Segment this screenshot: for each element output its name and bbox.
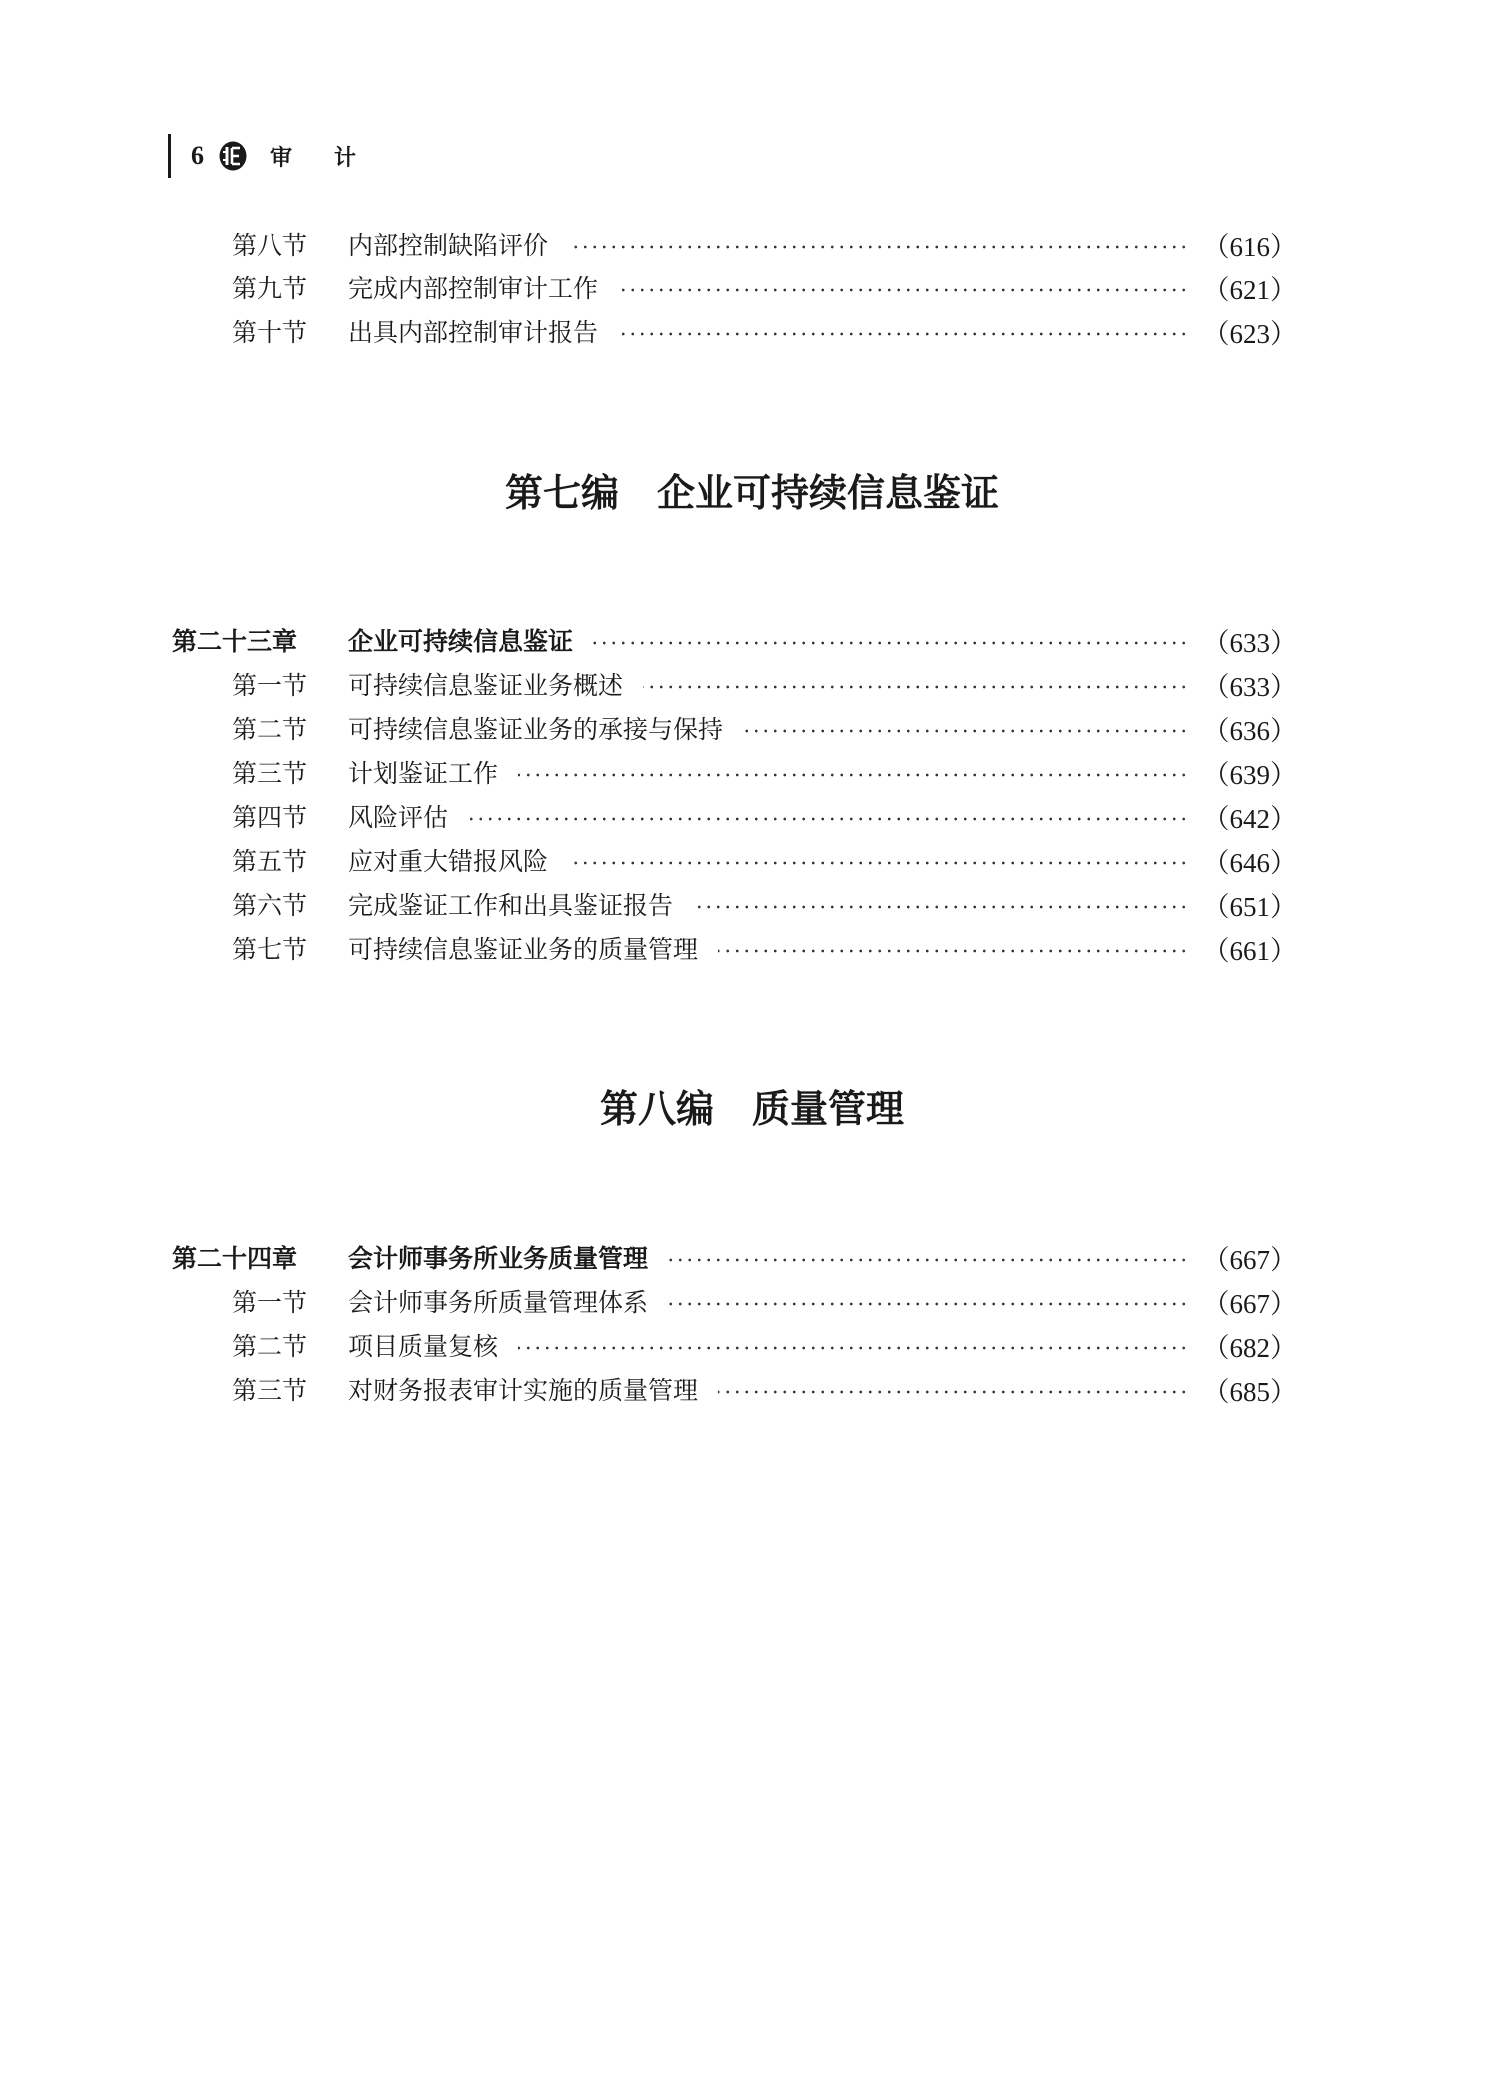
running-header [168,134,398,178]
section-label: 第五节 [232,847,308,876]
section-title: 计划鉴证工作 [348,759,499,788]
section-title: 完成内部控制审计工作 [348,274,599,303]
part-title: 企业可持续信息鉴证 [657,470,1000,515]
section-title: 可持续信息鉴证业务的承接与保持 [348,715,724,744]
chapter-label: 第二十四章 [172,1244,298,1273]
section-title: 应对重大错报风险 [348,847,549,876]
toc-entry[interactable] [232,311,1297,351]
part-title: 质量管理 [752,1086,905,1131]
page-ref: （639） [1202,759,1297,790]
toc-entry[interactable] [232,840,1297,880]
dot-leader [743,729,1188,733]
section-label: 第二节 [232,1332,308,1361]
section-title: 项目质量复核 [348,1332,499,1361]
section-title: 会计师事务所质量管理体系 [348,1288,649,1317]
section-label: 第八节 [232,231,308,260]
dot-leader [618,288,1188,292]
chapter-title: 企业可持续信息鉴证 [348,627,574,656]
book-title: 审计 [270,145,399,171]
dot-leader [618,332,1188,336]
section-title: 风险评估 [348,803,449,832]
page-ref: （642） [1202,803,1297,834]
page-ref: （616） [1202,231,1297,262]
part-label: 第八编 [599,1086,714,1131]
part-heading [0,1078,1504,1133]
page-ref: （667） [1202,1288,1297,1319]
section-label: 第九节 [232,274,308,303]
dot-leader [468,817,1188,821]
page-ref: （621） [1202,274,1297,305]
dot-leader [518,773,1188,777]
toc-entry[interactable] [232,267,1297,307]
toc-entry[interactable] [232,796,1297,836]
chapter-entry[interactable] [172,620,1297,660]
chapter-title: 会计师事务所业务质量管理 [348,1244,649,1273]
page-ref: （661） [1202,935,1297,966]
section-title: 可持续信息鉴证业务的质量管理 [348,935,699,964]
toc-entry[interactable] [232,928,1297,968]
toc-entry[interactable] [232,1325,1297,1365]
page-ref: （623） [1202,318,1297,349]
part-heading [0,462,1504,517]
page-ref: （685） [1202,1376,1297,1407]
part-label: 第七编 [504,470,619,515]
page-ref: （636） [1202,715,1297,746]
page-ref: （667） [1202,1244,1297,1275]
toc-entry[interactable] [232,224,1297,264]
header-rule [168,134,171,178]
dot-leader [518,1346,1188,1350]
page-ref: （651） [1202,891,1297,922]
dot-leader [718,1390,1188,1394]
section-label: 第七节 [232,935,308,964]
dot-leader [643,685,1188,689]
dot-leader [693,905,1188,909]
section-label: 第一节 [232,1288,308,1317]
chapter-label: 第二十三章 [172,627,298,656]
section-title: 可持续信息鉴证业务概述 [348,671,624,700]
toc-entry[interactable] [232,752,1297,792]
toc-entry[interactable] [232,884,1297,924]
toc-entry[interactable] [232,708,1297,748]
section-label: 第四节 [232,803,308,832]
page-ref: （646） [1202,847,1297,878]
section-title: 对财务报表审计实施的质量管理 [348,1376,699,1405]
toc-entry[interactable] [232,1369,1297,1409]
toc-entry[interactable] [232,1281,1297,1321]
chapter-entry[interactable] [172,1237,1297,1277]
section-label: 第三节 [232,759,308,788]
dot-leader [668,1302,1188,1306]
section-label: 第二节 [232,715,308,744]
dot-leader [568,245,1188,249]
section-label: 第六节 [232,891,308,920]
section-label: 第十节 [232,318,308,347]
book-logo-icon [218,140,248,172]
page-number: 6 [191,141,204,170]
page-ref: （633） [1202,627,1297,658]
dot-leader [568,861,1188,865]
dot-leader [718,949,1188,953]
dot-leader [668,1258,1188,1262]
section-label: 第三节 [232,1376,308,1405]
page-ref: （633） [1202,671,1297,702]
section-title: 出具内部控制审计报告 [348,318,599,347]
page-ref: （682） [1202,1332,1297,1363]
section-title: 完成鉴证工作和出具鉴证报告 [348,891,674,920]
section-title: 内部控制缺陷评价 [348,231,549,260]
dot-leader [593,641,1188,645]
toc-entry[interactable] [232,664,1297,704]
section-label: 第一节 [232,671,308,700]
